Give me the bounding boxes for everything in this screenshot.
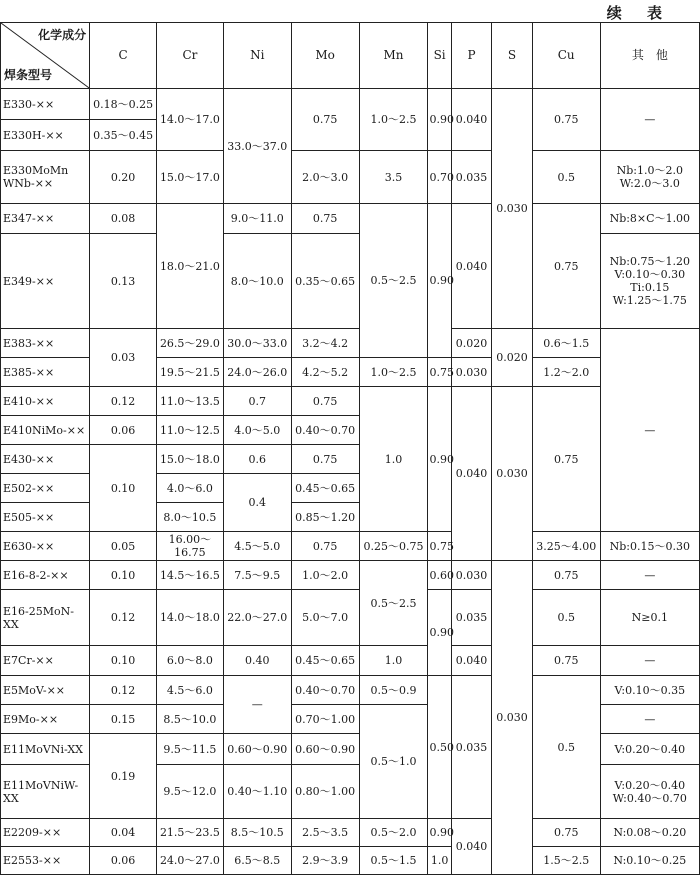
cr-cell: 16.00～16.75 (157, 532, 224, 561)
c-cell: 0.12 (90, 676, 157, 705)
continued-label: 续 表 (606, 4, 672, 22)
model-cell: E502-×× (1, 474, 90, 503)
mn-cell: 1.0～2.5 (359, 358, 428, 387)
cu-cell: 0.5 (532, 676, 600, 819)
cr-cell: 11.0～13.5 (157, 387, 224, 416)
mn-cell: 3.5 (359, 151, 428, 204)
col-ni: Ni (223, 23, 291, 89)
mo-cell: 3.2～4.2 (291, 329, 359, 358)
mo-cell: 0.60～0.90 (291, 734, 359, 765)
p-cell: 0.035 (451, 590, 492, 646)
cr-cell: 4.0～6.0 (157, 474, 224, 503)
cr-cell: 14.5～16.5 (157, 561, 224, 590)
table-row (1, 819, 700, 847)
ni-cell: 6.5～8.5 (223, 847, 291, 875)
model-cell: E2209-×× (1, 819, 90, 847)
other-cell: Nb:0.15～0.30 (600, 532, 699, 561)
other-cell: — (600, 329, 699, 532)
cr-cell: 4.5～6.0 (157, 676, 224, 705)
mn-cell: 1.0 (359, 387, 428, 532)
p-cell: 0.040 (451, 387, 492, 561)
si-cell: 0.90 (428, 819, 451, 847)
mo-cell: 1.0～2.0 (291, 561, 359, 590)
mn-cell: 0.5～2.5 (359, 204, 428, 358)
c-cell: 0.12 (90, 387, 157, 416)
col-mo: Mo (291, 23, 359, 89)
other-cell: Nb:8×C～1.00 (600, 204, 699, 234)
c-cell: 0.15 (90, 705, 157, 734)
mn-cell: 1.0 (359, 646, 428, 676)
model-cell: E383-×× (1, 329, 90, 358)
si-cell: 0.70 (428, 151, 451, 204)
cr-cell: 26.5～29.0 (157, 329, 224, 358)
ni-cell: 0.40 (223, 646, 291, 676)
cr-cell: 8.0～10.5 (157, 503, 224, 532)
other-cell: — (600, 646, 699, 676)
model-cell: E330MoMn WNb-×× (1, 151, 90, 204)
ni-cell: 0.7 (223, 387, 291, 416)
p-cell: 0.040 (451, 819, 492, 875)
mo-cell: 0.40～0.70 (291, 416, 359, 445)
other-cell: V:0.20～0.40 W:0.40～0.70 (600, 765, 699, 819)
other-cell: V:0.10～0.35 (600, 676, 699, 705)
table-row (1, 676, 700, 705)
other-cell: Nb:0.75～1.20 V:0.10～0.30 Ti:0.15 W:1.25～1.75 (600, 234, 699, 329)
table-row (1, 329, 700, 358)
c-cell: 0.06 (90, 847, 157, 875)
mo-cell: 2.5～3.5 (291, 819, 359, 847)
model-cell: E16-25MoN-XX (1, 590, 90, 646)
mo-cell: 4.2～5.2 (291, 358, 359, 387)
c-cell: 0.06 (90, 416, 157, 445)
si-cell: 1.0 (428, 847, 451, 875)
cr-cell: 8.5～10.0 (157, 705, 224, 734)
model-cell: E11MoVNiW-XX (1, 765, 90, 819)
model-cell: E7Cr-×× (1, 646, 90, 676)
model-cell: E330H-×× (1, 120, 90, 151)
cr-cell: 15.0～17.0 (157, 151, 224, 204)
cr-cell: 14.0～18.0 (157, 590, 224, 646)
mo-cell: 0.80～1.00 (291, 765, 359, 819)
model-cell: E505-×× (1, 503, 90, 532)
table-row (1, 561, 700, 590)
ni-cell: 8.5～10.5 (223, 819, 291, 847)
model-cell: E430-×× (1, 445, 90, 474)
mo-cell: 0.75 (291, 387, 359, 416)
col-other: 其 他 (600, 23, 699, 89)
cu-cell: 0.75 (532, 646, 600, 676)
cu-cell: 3.25～4.00 (532, 532, 600, 561)
ni-cell: 7.5～9.5 (223, 561, 291, 590)
p-cell: 0.030 (451, 358, 492, 387)
other-cell: — (600, 561, 699, 590)
si-cell: 0.90 (428, 387, 451, 532)
model-header: 焊条型号 (4, 68, 53, 82)
other-cell: Nb:1.0～2.0 W:2.0～3.0 (600, 151, 699, 204)
ni-cell: 0.4 (223, 474, 291, 532)
c-cell: 0.10 (90, 561, 157, 590)
cu-cell: 1.5～2.5 (532, 847, 600, 875)
p-cell: 0.035 (451, 676, 492, 819)
model-cell: E5MoV-×× (1, 676, 90, 705)
cr-cell: 24.0～27.0 (157, 847, 224, 875)
cu-cell: 0.75 (532, 561, 600, 590)
composition-table (0, 22, 700, 875)
p-cell: 0.030 (451, 561, 492, 590)
s-cell: 0.030 (492, 89, 533, 329)
mo-cell: 0.45～0.65 (291, 474, 359, 503)
mn-cell: 0.5～1.5 (359, 847, 428, 875)
cu-cell: 0.5 (532, 590, 600, 646)
mo-cell: 2.9～3.9 (291, 847, 359, 875)
mo-cell: 0.40～0.70 (291, 676, 359, 705)
ni-cell: 0.60～0.90 (223, 734, 291, 765)
other-cell: V:0.20～0.40 (600, 734, 699, 765)
c-cell: 0.05 (90, 532, 157, 561)
c-cell: 0.13 (90, 234, 157, 329)
composition-header: 化学成分 (38, 28, 87, 42)
mn-cell: 0.5～2.0 (359, 819, 428, 847)
other-cell: — (600, 89, 699, 151)
model-cell: E630-×× (1, 532, 90, 561)
ni-cell: 0.40～1.10 (223, 765, 291, 819)
mo-cell: 0.45～0.65 (291, 646, 359, 676)
p-cell: 0.040 (451, 646, 492, 676)
si-cell: 0.90 (428, 204, 451, 358)
cu-cell: 0.75 (532, 387, 600, 532)
si-cell: 0.75 (428, 532, 451, 561)
s-cell: 0.020 (492, 329, 533, 387)
p-cell: 0.035 (451, 151, 492, 204)
si-cell: 0.90 (428, 89, 451, 151)
model-cell: E16-8-2-×× (1, 561, 90, 590)
model-cell: E330-×× (1, 89, 90, 120)
mo-cell: 2.0～3.0 (291, 151, 359, 204)
cr-cell: 9.5～11.5 (157, 734, 224, 765)
mn-cell: 1.0～2.5 (359, 89, 428, 151)
header-row (1, 23, 700, 89)
cr-cell: 9.5～12.0 (157, 765, 224, 819)
cr-cell: 18.0～21.0 (157, 204, 224, 329)
diagonal-header-cell (1, 23, 90, 89)
mn-cell: 0.5～1.0 (359, 705, 428, 819)
mo-cell: 0.75 (291, 532, 359, 561)
si-cell: 0.50 (428, 676, 451, 819)
col-c: C (90, 23, 157, 89)
mo-cell: 5.0～7.0 (291, 590, 359, 646)
col-cr: Cr (157, 23, 224, 89)
table-row (1, 590, 700, 646)
mo-cell: 0.35～0.65 (291, 234, 359, 329)
ni-cell: 24.0～26.0 (223, 358, 291, 387)
c-cell: 0.10 (90, 445, 157, 532)
table-row (1, 532, 700, 561)
col-mn: Mn (359, 23, 428, 89)
table-row (1, 204, 700, 234)
cu-cell: 0.75 (532, 819, 600, 847)
table-row (1, 387, 700, 416)
s-cell: 0.030 (492, 561, 533, 875)
model-cell: E2553-×× (1, 847, 90, 875)
cr-cell: 11.0～12.5 (157, 416, 224, 445)
c-cell: 0.10 (90, 646, 157, 676)
p-cell: 0.020 (451, 329, 492, 358)
mn-cell: 0.25～0.75 (359, 532, 428, 561)
mo-cell: 0.75 (291, 445, 359, 474)
mn-cell: 0.5～0.9 (359, 676, 428, 705)
model-cell: E9Mo-×× (1, 705, 90, 734)
ni-cell: 30.0～33.0 (223, 329, 291, 358)
cr-cell: 21.5～23.5 (157, 819, 224, 847)
c-cell: 0.20 (90, 151, 157, 204)
c-cell: 0.03 (90, 329, 157, 387)
table-row (1, 847, 700, 875)
other-cell: N≥0.1 (600, 590, 699, 646)
si-cell: 0.75 (428, 358, 451, 387)
mo-cell: 0.85～1.20 (291, 503, 359, 532)
ni-cell: 4.5～5.0 (223, 532, 291, 561)
model-cell: E410NiMo-×× (1, 416, 90, 445)
ni-cell: 9.0～11.0 (223, 204, 291, 234)
other-cell: N:0.08～0.20 (600, 819, 699, 847)
c-cell: 0.12 (90, 590, 157, 646)
c-cell: 0.04 (90, 819, 157, 847)
model-cell: E410-×× (1, 387, 90, 416)
cr-cell: 6.0～8.0 (157, 646, 224, 676)
c-cell: 0.19 (90, 734, 157, 819)
cu-cell: 0.75 (532, 204, 600, 329)
mo-cell: 0.75 (291, 89, 359, 151)
ni-cell: 4.0～5.0 (223, 416, 291, 445)
cu-cell: 1.2～2.0 (532, 358, 600, 387)
ni-cell: — (223, 676, 291, 734)
cu-cell: 0.6～1.5 (532, 329, 600, 358)
cu-cell: 0.75 (532, 89, 600, 151)
model-cell: E349-×× (1, 234, 90, 329)
c-cell: 0.18～0.25 (90, 89, 157, 120)
model-cell: E385-×× (1, 358, 90, 387)
ni-cell: 22.0～27.0 (223, 590, 291, 646)
other-cell: — (600, 705, 699, 734)
mo-cell: 0.75 (291, 204, 359, 234)
model-cell: E347-×× (1, 204, 90, 234)
ni-cell: 0.6 (223, 445, 291, 474)
cu-cell: 0.5 (532, 151, 600, 204)
other-cell: N:0.10～0.25 (600, 847, 699, 875)
ni-cell: 33.0～37.0 (223, 89, 291, 204)
mn-cell: 0.5～2.5 (359, 561, 428, 646)
c-cell: 0.35～0.45 (90, 120, 157, 151)
table-row (1, 646, 700, 676)
c-cell: 0.08 (90, 204, 157, 234)
cr-cell: 15.0～18.0 (157, 445, 224, 474)
col-s: S (492, 23, 533, 89)
mo-cell: 0.70～1.00 (291, 705, 359, 734)
model-cell: E11MoVNi-XX (1, 734, 90, 765)
col-si: Si (428, 23, 451, 89)
p-cell: 0.040 (451, 89, 492, 151)
cr-cell: 19.5～21.5 (157, 358, 224, 387)
s-cell: 0.030 (492, 387, 533, 561)
table-row (1, 151, 700, 204)
ni-cell: 8.0～10.0 (223, 234, 291, 329)
cr-cell: 14.0～17.0 (157, 89, 224, 151)
si-cell: 0.60 (428, 561, 451, 590)
col-p: P (451, 23, 492, 89)
col-cu: Cu (532, 23, 600, 89)
table-row (1, 89, 700, 120)
p-cell: 0.040 (451, 204, 492, 329)
si-cell: 0.90 (428, 590, 451, 676)
